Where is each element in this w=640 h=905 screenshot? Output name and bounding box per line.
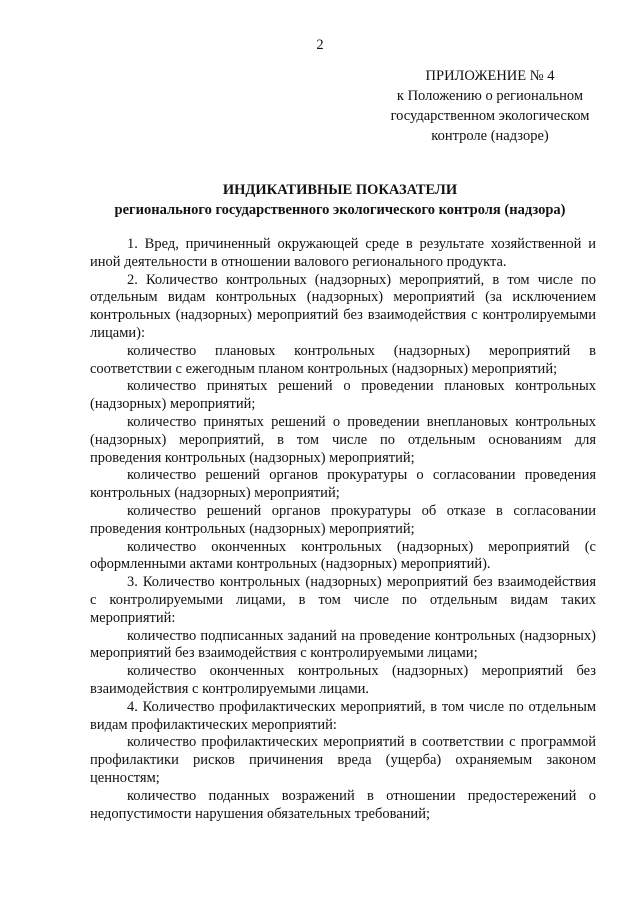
paragraph: количество профилактических мероприятий в соответствии с программой профилактики рисков причинения вреда (ущерба) охраняемым законом ценностям; [90, 734, 596, 786]
paragraph: количество подписанных заданий на проведение контрольных (надзорных) мероприятий без взаимодействия с контролируемыми лицами; [90, 627, 596, 662]
page-number: 2 [316, 37, 324, 53]
appendix-line: контроле (надзоре) [431, 128, 549, 144]
document-body [90, 236, 596, 823]
paragraph: 4. Количество профилактических мероприятий, в том числе по отдельным видам профилактических мероприятий: [90, 698, 596, 733]
paragraph: количество решений органов прокуратуры о согласовании проведения контрольных (надзорных) мероприятий; [90, 467, 596, 502]
paragraph: количество принятых решений о проведении внеплановых контрольных (надзорных) мероприятий, в том числе по отдельным основаниям для проведения контрольных (надзорных) мероприятий; [90, 413, 596, 466]
paragraph: 3. Количество контрольных (надзорных) мероприятий без взаимодействия с контролируемыми лицами, в том числе по отдельным видам таких мероприятий: [90, 574, 596, 626]
paragraph: количество оконченных контрольных (надзорных) мероприятий без взаимодействия с контролируемыми лицами. [90, 663, 596, 697]
document-title: ИНДИКАТИВНЫЕ ПОКАЗАТЕЛИ [222, 182, 458, 198]
paragraph: 1. Вред, причиненный окружающей среде в результате хозяйственной и иной деятельности в отношении валового регионального продукта. [90, 236, 596, 270]
appendix-title: ПРИЛОЖЕНИЕ № 4 [425, 68, 555, 84]
appendix-line: к Положению о региональном [396, 88, 584, 104]
document-subtitle: регионального государственного экологического контроля (надзора) [114, 202, 566, 218]
paragraph: количество решений органов прокуратуры об отказе в согласовании проведения контрольных (надзорных) мероприятий; [90, 502, 596, 537]
document-heading [60, 180, 620, 220]
appendix-block [370, 66, 610, 146]
paragraph: количество поданных возражений в отношении предостережений о недопустимости нарушения обязательных требований; [90, 787, 596, 822]
paragraph: количество принятых решений о проведении плановых контрольных (надзорных) мероприятий; [90, 378, 596, 413]
paragraph: количество плановых контрольных (надзорных) мероприятий в соответствии с ежегодным планом контрольных (надзорных) мероприятий; [90, 342, 596, 377]
paragraph: 2. Количество контрольных (надзорных) мероприятий, в том числе по отдельным видам контрольных (надзорных) мероприятий (за исключением контрольных (надзорных) мероприятий без взаимодействия с контролируемыми лицами): [90, 271, 596, 341]
paragraph: количество оконченных контрольных (надзорных) мероприятий (с оформленными актами контрольных (надзорных) мероприятий). [90, 538, 596, 573]
appendix-line: государственном экологическом [390, 108, 590, 124]
